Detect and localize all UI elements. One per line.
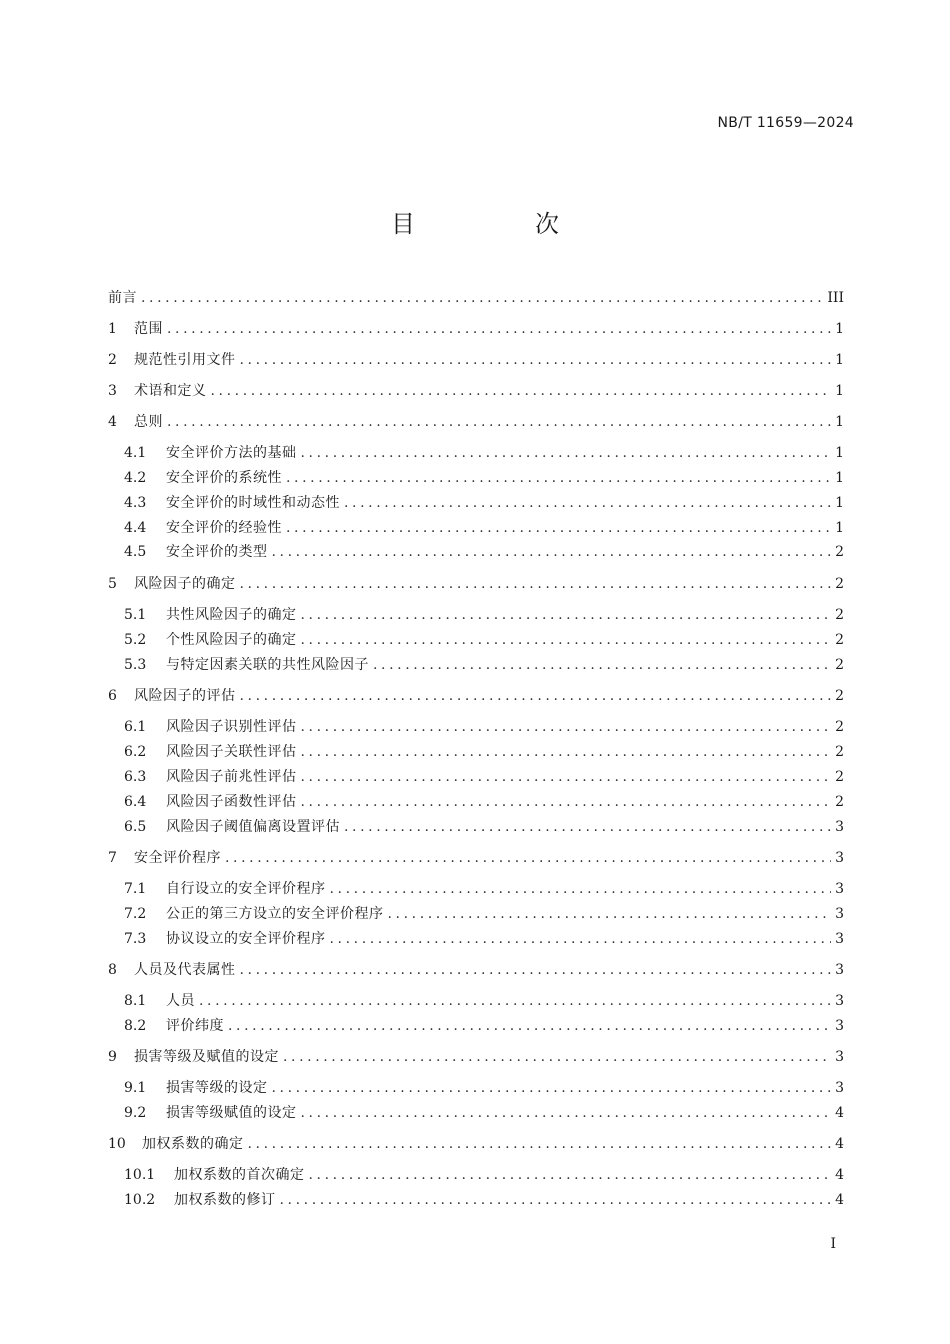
toc-entry-page: 3 [835, 1080, 844, 1096]
toc-entry-number: 9.2 [124, 1105, 147, 1121]
toc-entry[interactable] [124, 791, 844, 813]
toc-entry-number: 4.1 [124, 445, 147, 461]
toc-entry-page: 1 [835, 445, 844, 461]
toc-entry-page: 2 [835, 719, 844, 735]
toc-leader-dots [286, 467, 831, 489]
toc-entry-number: 4.2 [124, 470, 147, 486]
toc-entry-label: 风险因子阈值偏离设置评估 [166, 819, 340, 835]
toc-leader-dots [240, 349, 832, 371]
toc-entry-number: 10 [108, 1136, 126, 1152]
toc-leader-dots [211, 380, 832, 402]
toc-leader-dots [141, 287, 823, 309]
toc-entry-number: 6.2 [124, 744, 147, 760]
toc-entry[interactable] [124, 1015, 844, 1037]
toc-leader-dots [272, 1077, 832, 1099]
toc-entry-number: 5.1 [124, 607, 147, 623]
toc-entry-label: 前言 [108, 290, 137, 306]
toc-entry-label: 损害等级的设定 [166, 1080, 268, 1096]
toc-entry-label: 协议设立的安全评价程序 [166, 931, 326, 947]
toc-entry[interactable] [124, 766, 844, 788]
toc-entry-label: 公正的第三方设立的安全评价程序 [166, 906, 384, 922]
toc-entry-page: 3 [835, 906, 844, 922]
toc-entry-number: 4.5 [124, 544, 147, 560]
toc-entry[interactable] [124, 492, 844, 514]
toc-entry[interactable] [108, 685, 844, 707]
toc-entry-label: 风险因子函数性评估 [166, 794, 297, 810]
toc-entry-label: 加权系数的确定 [142, 1136, 244, 1152]
toc-entry-label: 评价纬度 [166, 1018, 224, 1034]
toc-entry-number: 6.1 [124, 719, 147, 735]
toc-entry[interactable] [124, 928, 844, 950]
toc-entry-label: 安全评价的经验性 [166, 520, 282, 536]
toc-entry[interactable] [124, 816, 844, 838]
toc-leader-dots [240, 685, 832, 707]
toc-entry-label: 与特定因素关联的共性风险因子 [166, 657, 369, 673]
toc-entry-page: 2 [835, 769, 844, 785]
toc-entry-label: 个性风险因子的确定 [166, 632, 297, 648]
toc-leader-dots [286, 517, 831, 539]
toc-entry-label: 共性风险因子的确定 [166, 607, 297, 623]
toc-leader-dots [199, 990, 831, 1012]
toc-entry-label: 总则 [134, 414, 163, 430]
toc-leader-dots [301, 442, 832, 464]
toc-entry[interactable] [108, 380, 844, 402]
toc-leader-dots [344, 816, 831, 838]
toc-entry-number: 10.1 [124, 1167, 156, 1183]
toc-leader-dots [344, 492, 831, 514]
toc-entry[interactable] [124, 517, 844, 539]
toc-leader-dots [301, 741, 832, 763]
toc-leader-dots [272, 541, 832, 563]
toc-entry-number: 3 [108, 383, 117, 399]
standard-code: NB/T 11659—2024 [717, 115, 854, 131]
toc-entry-number: 5.2 [124, 632, 147, 648]
toc-entry-page: 2 [835, 607, 844, 623]
toc-entry-page: 3 [835, 881, 844, 897]
toc-entry-label: 加权系数的修订 [174, 1192, 276, 1208]
toc-entry-label: 人员及代表属性 [134, 962, 236, 978]
toc-entry-page: 3 [835, 962, 844, 978]
toc-entry-page: 1 [835, 321, 844, 337]
toc-entry[interactable] [124, 716, 844, 738]
toc-entry-label: 风险因子的确定 [134, 576, 236, 592]
toc-entry[interactable] [124, 1102, 844, 1124]
toc-entry[interactable] [124, 878, 844, 900]
toc-entry-label: 风险因子前兆性评估 [166, 769, 297, 785]
toc-entry-page: 1 [835, 352, 844, 368]
toc-entry-label: 安全评价程序 [134, 850, 221, 866]
toc-entry[interactable] [124, 1164, 844, 1186]
toc-leader-dots [301, 1102, 832, 1124]
toc-entry-page: 2 [835, 576, 844, 592]
toc-entry-page: 2 [835, 632, 844, 648]
toc-entry[interactable] [124, 467, 844, 489]
toc-entry-label: 加权系数的首次确定 [174, 1167, 305, 1183]
toc-entry-number: 1 [108, 321, 117, 337]
toc-leader-dots [330, 928, 832, 950]
toc-leader-dots [248, 1133, 832, 1155]
toc-entry[interactable] [124, 1077, 844, 1099]
toc-leader-dots [301, 716, 832, 738]
toc-entry[interactable] [108, 287, 844, 309]
toc-entry-page: 3 [835, 931, 844, 947]
toc-entry-page: III [827, 290, 844, 306]
toc-entry-page: 3 [835, 850, 844, 866]
toc-entry-page: 2 [835, 688, 844, 704]
toc-entry-label: 安全评价的系统性 [166, 470, 282, 486]
toc-entry-label: 风险因子识别性评估 [166, 719, 297, 735]
toc-entry[interactable] [108, 411, 844, 433]
toc-leader-dots [388, 903, 832, 925]
toc-leader-dots [225, 847, 831, 869]
toc-leader-dots [309, 1164, 832, 1186]
toc-entry-page: 3 [835, 1018, 844, 1034]
toc-entry-number: 9.1 [124, 1080, 147, 1096]
toc-entry-label: 范围 [134, 321, 163, 337]
toc-entry-number: 8.1 [124, 993, 147, 1009]
toc-entry[interactable] [124, 541, 844, 563]
toc-entry-page: 2 [835, 794, 844, 810]
toc-entry-number: 6 [108, 688, 117, 704]
toc-leader-dots [301, 791, 832, 813]
page-number: I [830, 1236, 836, 1252]
toc-entry-page: 3 [835, 993, 844, 1009]
toc-entry-number: 7.1 [124, 881, 147, 897]
toc-leader-dots [240, 959, 832, 981]
toc-entry-page: 3 [835, 819, 844, 835]
toc-entry-page: 1 [835, 470, 844, 486]
toc-entry-page: 1 [835, 495, 844, 511]
toc-leader-dots [167, 411, 831, 433]
toc-entry-number: 8.2 [124, 1018, 147, 1034]
toc-leader-dots [301, 766, 832, 788]
toc-entry-number: 5 [108, 576, 117, 592]
toc-entry[interactable] [108, 1046, 844, 1068]
toc-entry-number: 9 [108, 1049, 117, 1065]
toc-leader-dots [240, 573, 832, 595]
toc-entry-number: 4.4 [124, 520, 147, 536]
toc-entry[interactable] [108, 573, 844, 595]
toc-entry-page: 3 [835, 1049, 844, 1065]
toc-entry-number: 7.2 [124, 906, 147, 922]
toc-entry-page: 2 [835, 544, 844, 560]
toc-entry-label: 规范性引用文件 [134, 352, 236, 368]
toc-leader-dots [167, 318, 831, 340]
toc-entry-page: 4 [835, 1136, 844, 1152]
toc-entry-label: 安全评价方法的基础 [166, 445, 297, 461]
toc-entry[interactable] [108, 349, 844, 371]
toc-entry[interactable] [124, 903, 844, 925]
toc-entry-number: 4 [108, 414, 117, 430]
toc-entry[interactable] [108, 1133, 844, 1155]
toc-entry-page: 4 [835, 1167, 844, 1183]
toc-entry-number: 4.3 [124, 495, 147, 511]
toc-entry-label: 人员 [166, 993, 195, 1009]
toc-entry-label: 风险因子的评估 [134, 688, 236, 704]
toc-entry-page: 4 [835, 1192, 844, 1208]
toc-entry-number: 10.2 [124, 1192, 156, 1208]
toc-entry-label: 术语和定义 [134, 383, 207, 399]
toc-entry-number: 6.4 [124, 794, 147, 810]
toc-entry[interactable] [124, 741, 844, 763]
toc-entry-label: 损害等级赋值的设定 [166, 1105, 297, 1121]
toc-entry-page: 4 [835, 1105, 844, 1121]
toc-entry-number: 2 [108, 352, 117, 368]
toc-entry[interactable] [124, 990, 844, 1012]
toc-leader-dots [283, 1046, 831, 1068]
toc-entry-page: 1 [835, 414, 844, 430]
toc-entry-label: 损害等级及赋值的设定 [134, 1049, 279, 1065]
page-title: 目 次 [391, 210, 607, 238]
toc-entry[interactable] [108, 959, 844, 981]
toc-entry-page: 1 [835, 383, 844, 399]
toc-entry-page: 1 [835, 520, 844, 536]
toc-entry[interactable] [108, 318, 844, 340]
toc-entry-number: 6.5 [124, 819, 147, 835]
toc-entry[interactable] [124, 442, 844, 464]
toc-leader-dots [228, 1015, 831, 1037]
toc-entry-number: 8 [108, 962, 117, 978]
toc-entry-page: 2 [835, 657, 844, 673]
toc-entry-label: 安全评价的类型 [166, 544, 268, 560]
toc-leader-dots [330, 878, 832, 900]
toc-entry[interactable] [108, 847, 844, 869]
toc-entry-number: 7 [108, 850, 117, 866]
toc-entry-number: 5.3 [124, 657, 147, 673]
toc-entry-label: 安全评价的时域性和动态性 [166, 495, 340, 511]
toc-leader-dots [301, 629, 832, 651]
toc-entry[interactable] [124, 604, 844, 626]
toc-entry-number: 7.3 [124, 931, 147, 947]
toc-entry-page: 2 [835, 744, 844, 760]
toc-leader-dots [280, 1189, 832, 1211]
toc-entry[interactable] [124, 629, 844, 651]
toc-entry-number: 6.3 [124, 769, 147, 785]
toc-entry-label: 自行设立的安全评价程序 [166, 881, 326, 897]
toc-entry[interactable] [124, 1189, 844, 1211]
toc-leader-dots [373, 654, 831, 676]
toc-entry-label: 风险因子关联性评估 [166, 744, 297, 760]
toc-leader-dots [301, 604, 832, 626]
toc-entry[interactable] [124, 654, 844, 676]
